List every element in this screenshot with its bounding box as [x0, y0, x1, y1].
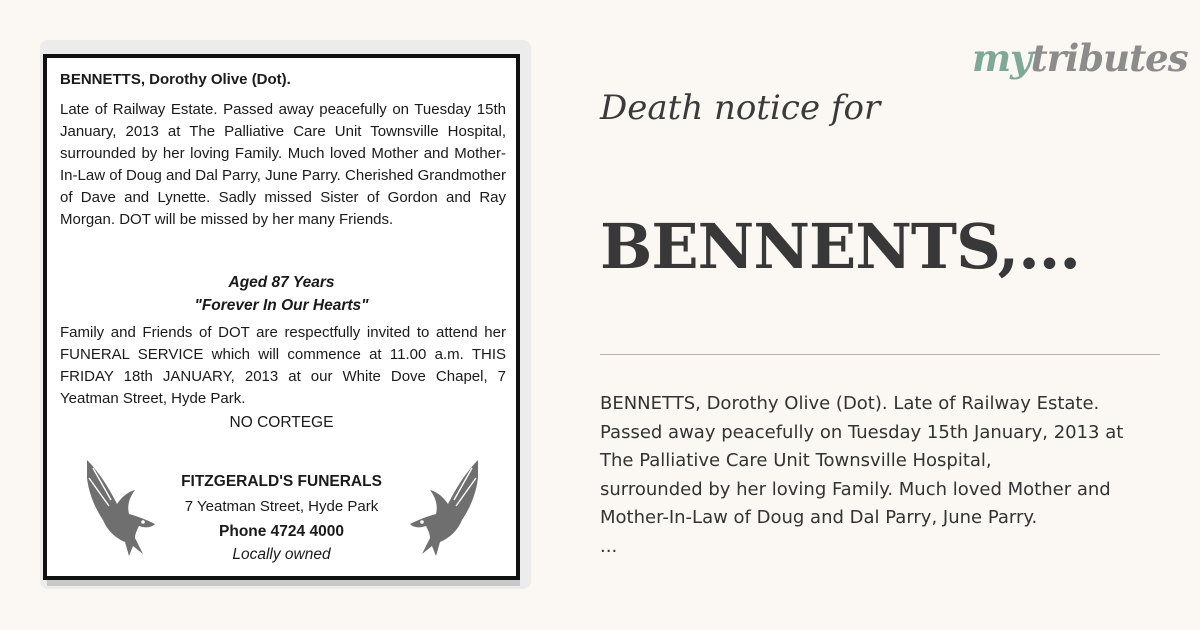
notice-cortege: NO CORTEGE — [229, 414, 334, 431]
excerpt-line: The Palliative Care Unit Townsville Hospital, — [600, 450, 992, 472]
notice-frame — [43, 54, 520, 580]
page-title: BENNENTS,... — [600, 210, 1080, 283]
funeral-home-tagline: Locally owned — [232, 546, 331, 563]
divider — [600, 354, 1160, 355]
notice-age: Aged 87 Years — [228, 274, 335, 291]
notice-funeral-paragraph: Family and Friends of DOT are respectfully invited to attend her FUNERAL SERVICE which will commence at 11.00 a.m. THIS FRIDAY 18th JANUARY, 2013 at our White Dove Chapel, 7 Yeatman Street, Hyde Park. — [60, 324, 506, 407]
excerpt-ellipsis: ... — [600, 535, 618, 557]
notice-main-paragraph: Late of Railway Estate. Passed away peacefully on Tuesday 15th January, 2013 at The Palliative Care Unit Townsville Hospital, surrounded by her loving Family. Much loved Mother and Mother-In-Law of Doug and Dal Parry, June Parry. Cherished Grandmother of Dave and Lynette. Sadly missed Sister of Gordon and Ray Morgan. DOT will be missed by her many Friends. — [60, 101, 506, 228]
excerpt-line: BENNETTS, Dorothy Olive (Dot). Late of Railway Estate. — [600, 393, 1100, 414]
funeral-home-phone: Phone 4724 4000 — [219, 523, 344, 540]
funeral-home-name: FITZGERALD'S FUNERALS — [181, 473, 382, 490]
excerpt-line: surrounded by her loving Family. Much loved Mother and — [600, 478, 1111, 500]
notice-image — [40, 40, 531, 589]
notice-deceased-name: BENNETTS, Dorothy Olive (Dot). — [60, 71, 291, 88]
excerpt-line: Mother-In-Law of Doug and Dal Parry, June Parry. — [600, 507, 1038, 529]
notice-excerpt — [600, 390, 1180, 562]
mytributes-logo[interactable] — [972, 36, 1188, 80]
funeral-home-address: 7 Yeatman Street, Hyde Park — [184, 498, 379, 515]
notice-quote: "Forever In Our Hearts" — [194, 297, 369, 314]
logo-my: my — [972, 36, 1031, 80]
page-eyebrow: Death notice for — [600, 88, 881, 128]
logo-tributes: tributes — [1030, 36, 1188, 80]
excerpt-line: Passed away peacefully on Tuesday 15th January, 2013 at — [600, 421, 1124, 443]
